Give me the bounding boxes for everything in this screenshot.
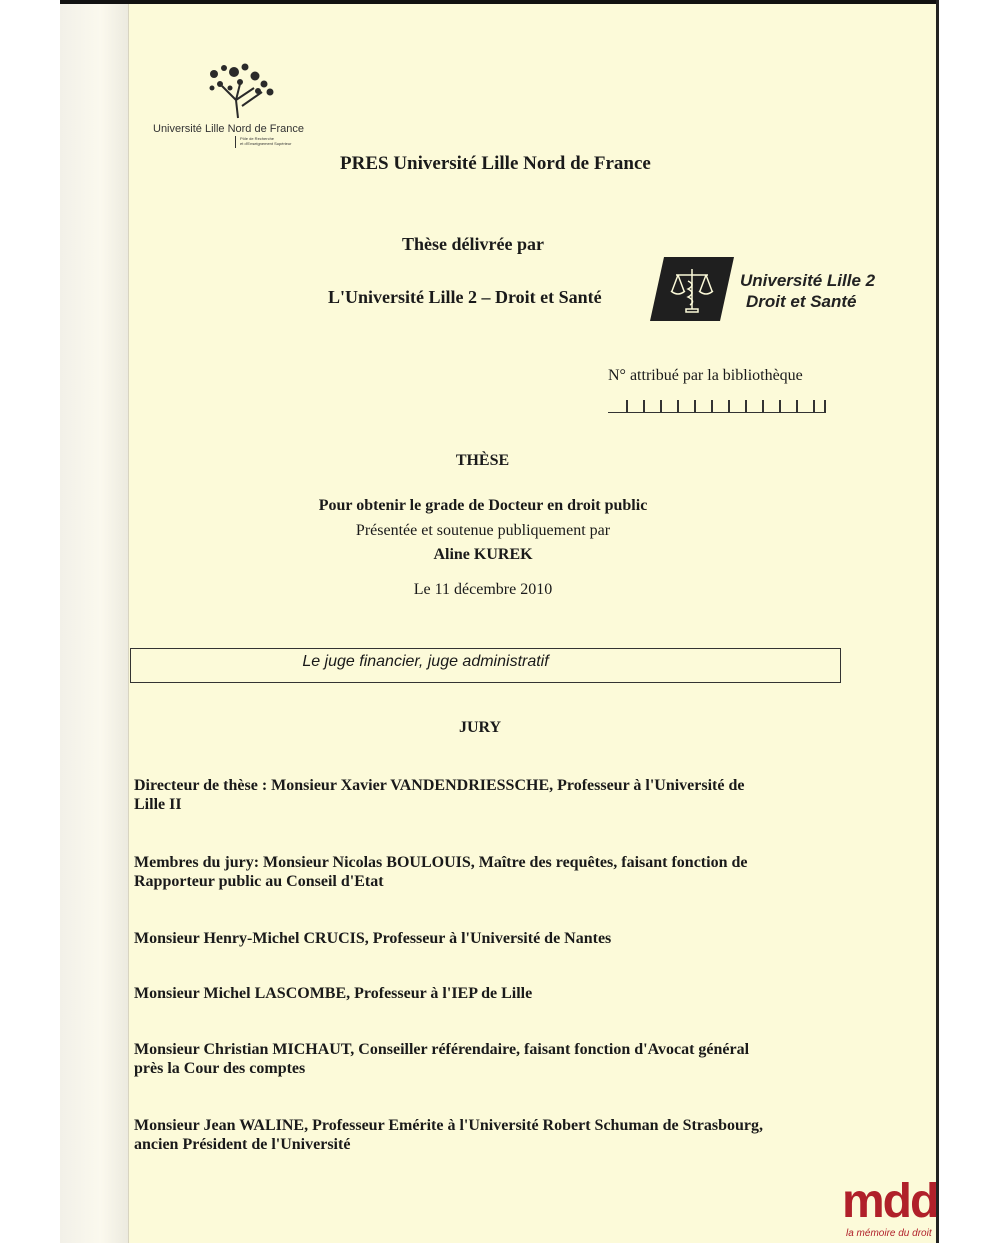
lille2-logo-text: Université Lille 2 Droit et Santé	[740, 271, 876, 311]
scan-margin-right	[936, 0, 1000, 1243]
pres-heading: PRES Université Lille Nord de France	[340, 153, 651, 174]
library-number-label: N° attribué par la bibliothèque	[608, 367, 803, 384]
thesis-author: Aline KUREK	[433, 546, 533, 563]
thesis-presented: Présentée et soutenue publiquement par	[355, 522, 611, 539]
jury-director: Directeur de thèse : Monsieur Xavier VANDENDRIESSCHE, Professeur à l'Université de Lille II	[134, 777, 745, 813]
jury-member-boulouis: Membres du jury: Monsieur Nicolas BOULOUIS, Maître des requêtes, faisant fonction de Rapporteur public au Conseil d'Etat	[134, 854, 748, 890]
logo-name: Université Lille Nord de France	[153, 123, 305, 135]
mdd-watermark-logo: mdd	[842, 1175, 938, 1228]
thesis-label: THÈSE	[455, 452, 510, 469]
scan-edge-top	[60, 0, 938, 4]
scales-caduceus-icon	[650, 257, 734, 321]
logo-divider	[235, 136, 236, 148]
lille-nord-tree-logo	[200, 58, 280, 120]
binding-spine	[60, 0, 129, 1243]
jury-member-michaut: Monsieur Christian MICHAUT, Conseiller référendaire, faisant fonction d'Avocat général près la Cour des comptes	[134, 1041, 750, 1077]
thesis-grade: Pour obtenir le grade de Docteur en droit public	[318, 497, 648, 514]
delivered-by: Thèse délivrée par	[402, 234, 544, 254]
library-number-boxes	[608, 396, 826, 413]
jury-member-lascombe: Monsieur Michel LASCOMBE, Professeur à l'IEP de Lille	[134, 985, 533, 1002]
thesis-date: Le 11 décembre 2010	[413, 581, 553, 598]
university-name: L'Université Lille 2 – Droit et Santé	[328, 287, 602, 307]
jury-heading: JURY	[458, 719, 502, 736]
thesis-subject: Le juge financier, juge administratif	[302, 653, 549, 670]
lille2-logo-emblem	[650, 257, 734, 321]
thesis-subject-box	[130, 648, 841, 683]
logo-subtitle: Pôle de Recherche et d'Enseignement Supérieur	[240, 136, 292, 146]
scan-edge-right	[936, 0, 939, 1243]
jury-member-crucis: Monsieur Henry-Michel CRUCIS, Professeur à l'Université de Nantes	[134, 930, 612, 947]
mdd-watermark-tagline: la mémoire du droit	[846, 1228, 932, 1239]
document-page	[60, 0, 938, 1243]
jury-member-waline: Monsieur Jean WALINE, Professeur Emérite à l'Université Robert Schuman de Strasbourg, ancien Président de l'Université	[134, 1117, 764, 1153]
